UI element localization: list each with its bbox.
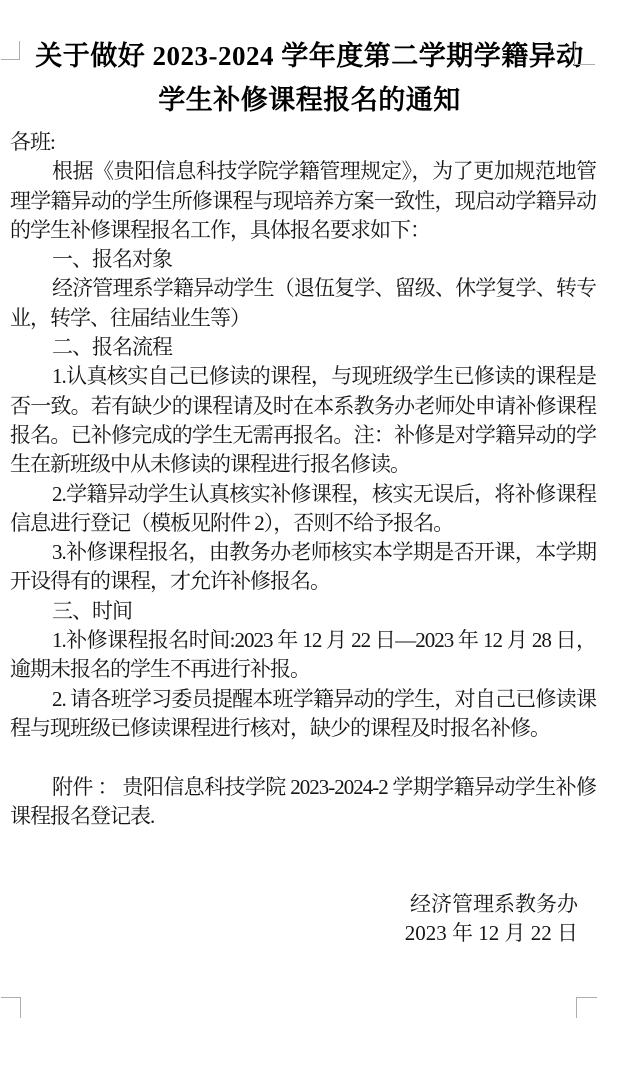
notice-title-line-1: 关于做好 2023-2024 学年度第二学期学籍异动 <box>35 41 584 71</box>
crop-mark-bottom-right <box>576 997 597 1018</box>
notice-body <box>0 128 619 948</box>
section-1-heading: 一、报名对象 <box>52 247 172 272</box>
signature: 经济管理系教务办 <box>410 891 578 916</box>
crop-mark-top-right <box>574 43 595 65</box>
section-3-item-1: 1.补修课程报名时间:2023 年 12 月 22 日—2023 年 12 月 28 日，逾期未报名的学生不再进行补报。 <box>10 628 596 682</box>
document-page <box>0 34 619 1070</box>
section-2-heading: 二、报名流程 <box>52 335 172 360</box>
blank-lines <box>10 831 596 890</box>
crop-mark-bottom-left <box>1 997 21 1018</box>
crop-mark-top-left <box>1 41 20 60</box>
blank-line <box>10 743 596 772</box>
section-2-item-3: 3.补修课程报名，由教务办老师核实本学期是否开课，本学期开设得有的课程，才允许补修报名。 <box>10 540 596 594</box>
section-1-item-1: 经济管理系学籍异动学生（退伍复学、留级、休学复学、转专业，转学、往届结业生等） <box>10 276 596 330</box>
date-line: 2023 年 12 月 22 日 <box>404 921 578 946</box>
section-2-item-1: 1.认真核实自己已修读的课程，与现班级学生已修读的课程是否一致。若有缺少的课程请及时在本系教务办老师处申请补修课程报名。已补修完成的学生无需再报名。注：补修是对学籍异动的学生在新班级中从未修读的课程进行报名修读。 <box>10 364 596 477</box>
notice-title <box>8 34 611 122</box>
salutation: 各班: <box>10 130 55 154</box>
intro-paragraph: 根据《贵阳信息科技学院学籍管理规定》，为了更加规范地管理学籍异动的学生所修课程与现培养方案一致性，现启动学籍异动的学生补修课程报名工作，具体报名要求如下： <box>10 159 596 242</box>
attachment-paragraph: 附件 ： 贵阳信息科技学院 2023-2024-2 学期学籍异动学生补修课程报名登记表. <box>10 774 596 828</box>
section-2-item-2: 2.学籍异动学生认真核实补修课程，核实无误后，将补修课程信息进行登记（模板见附件 2），否则不给予报名。 <box>10 481 596 535</box>
section-3-item-2: 2. 请各班学习委员提醒本班学籍异动的学生，对自己已修读课程与现班级已修读课程进行核对，缺少的课程及时报名补修。 <box>10 686 596 740</box>
notice-title-line-2: 学生补修课程报名的通知 <box>158 85 461 115</box>
section-3-heading: 三、时间 <box>52 598 132 623</box>
